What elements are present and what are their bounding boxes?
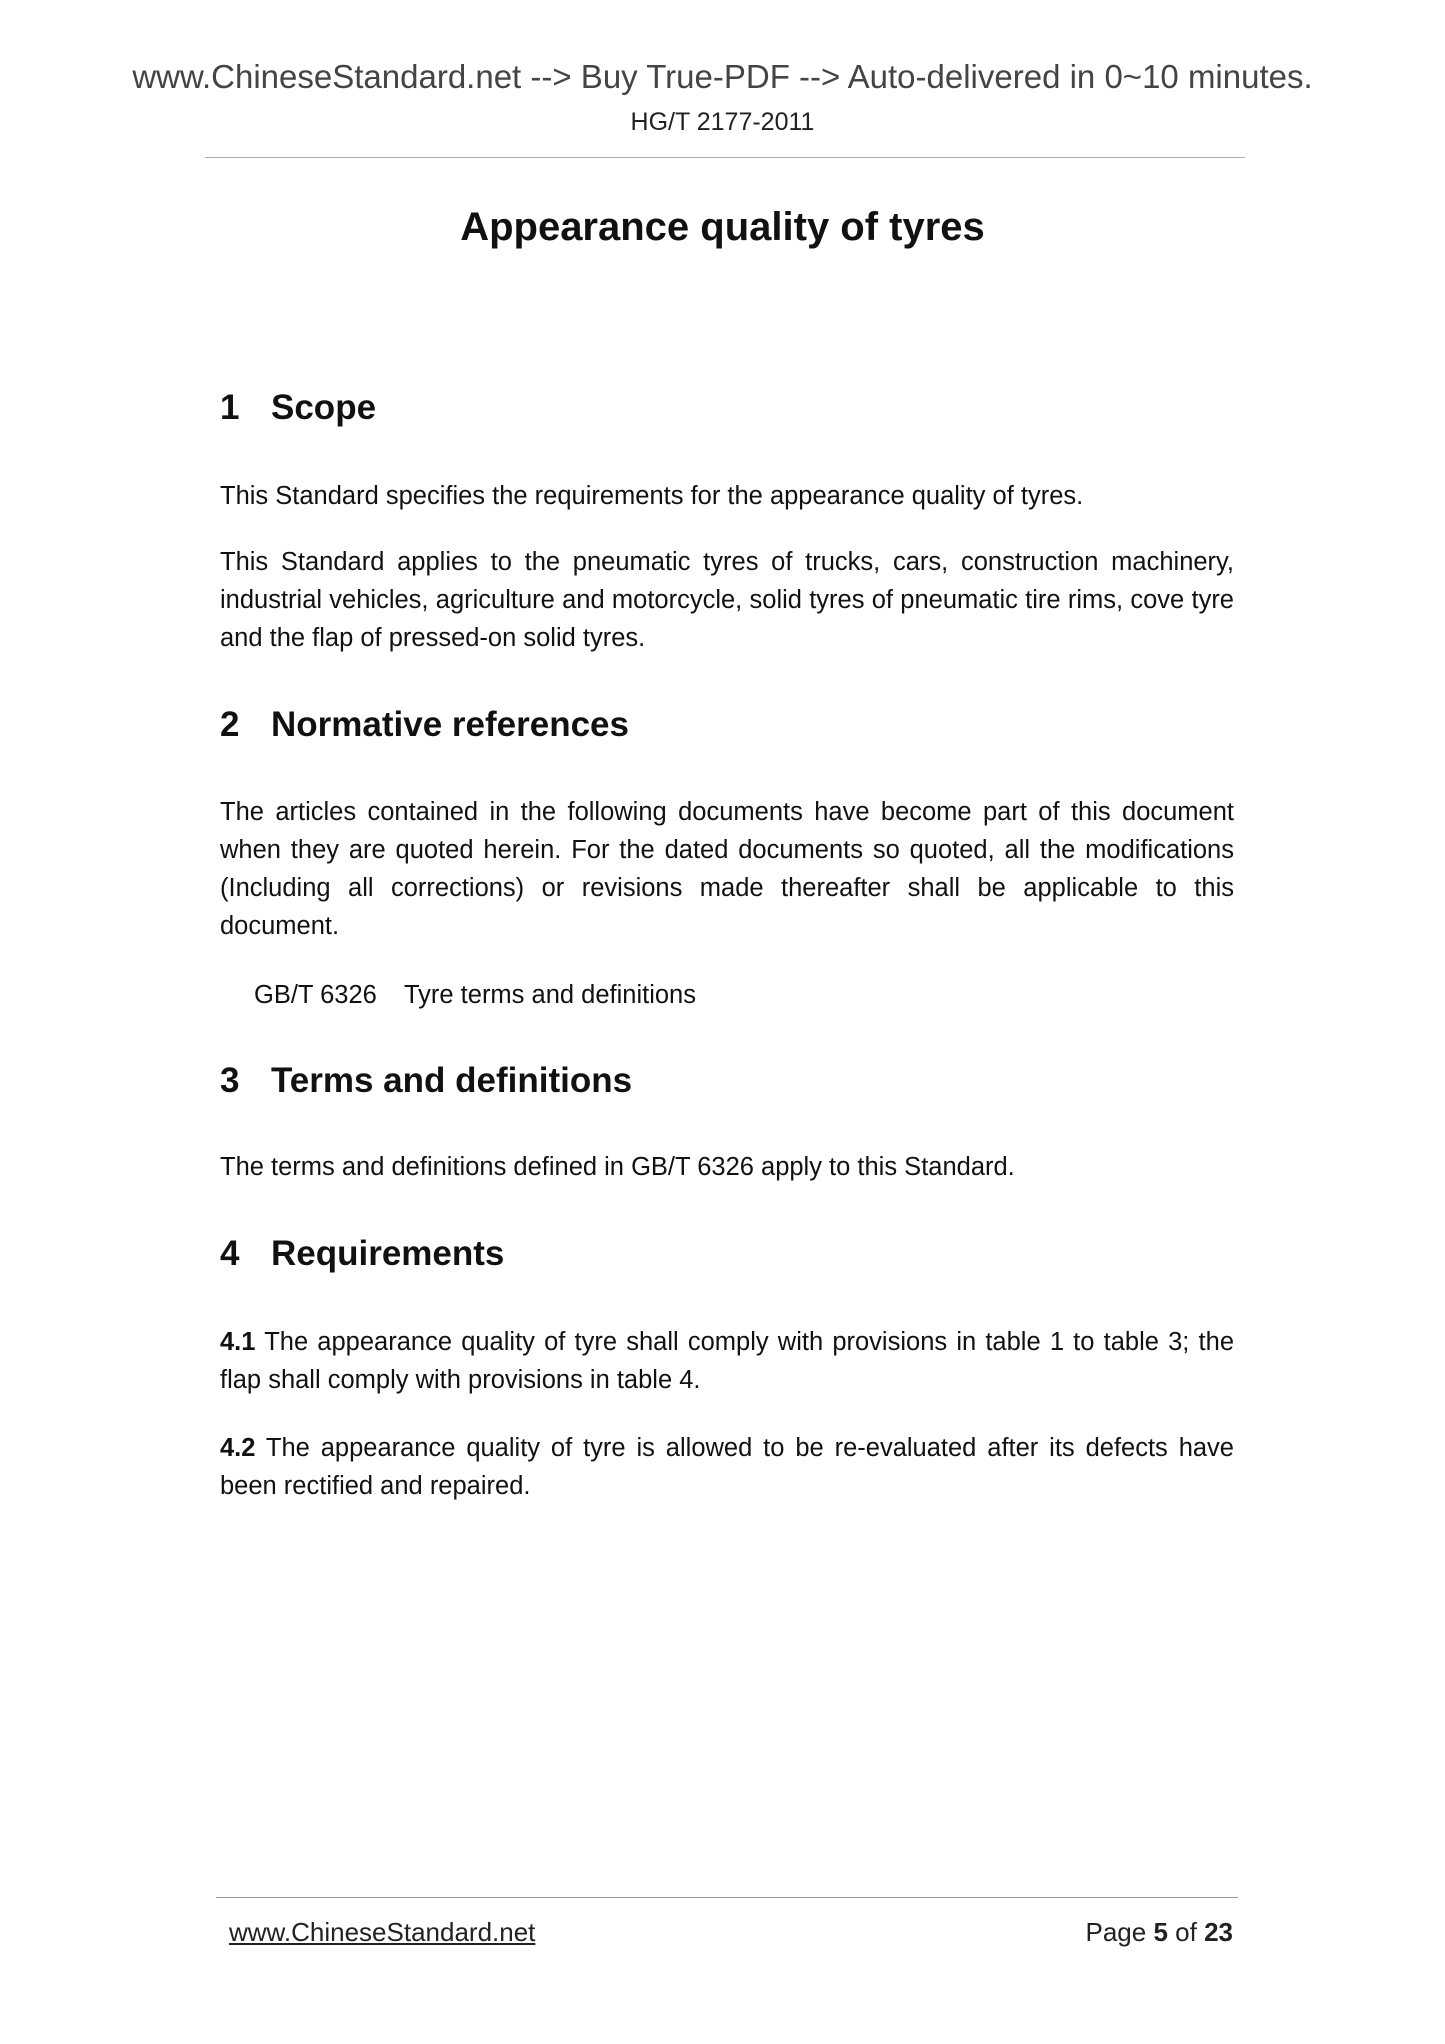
section-title: Scope (271, 388, 377, 427)
section-title: Requirements (271, 1234, 505, 1273)
section-number: 4 (220, 1234, 240, 1273)
section-number: 1 (220, 388, 240, 427)
clause-text: The appearance quality of tyre shall comply with provisions in table 1 to table 3; the flap shall comply with provisions in table 4. (220, 1328, 1235, 1394)
scope-paragraph-1: This Standard specifies the requirements for the appearance quality of tyres. (220, 482, 1084, 510)
reference-item (254, 976, 696, 1014)
clause-4-2 (220, 1429, 1234, 1505)
section-heading-scope (220, 388, 1234, 428)
scope-paragraph-2: This Standard applies to the pneumatic tyres of trucks, cars, construction machinery, industrial vehicles, agriculture and motorcycle, solid tyres of pneumatic tire rims, cove tyre and the flap of pressed-on solid tyres. (220, 548, 1234, 652)
clause-4-1 (220, 1323, 1234, 1399)
footer-divider (216, 1897, 1238, 1898)
header-banner: www.ChineseStandard.net --> Buy True-PDF --> Auto-delivered in 0~10 minutes. (132, 58, 1313, 95)
section-heading-terms (220, 1061, 1234, 1101)
section-number: 2 (220, 705, 240, 744)
page-number (1085, 1917, 1233, 1948)
footer-website-link[interactable]: www.ChineseStandard.net (229, 1917, 536, 1947)
section-title: Normative references (271, 705, 629, 744)
page-prefix: Page (1085, 1917, 1147, 1947)
section-heading-requirements (220, 1234, 1234, 1274)
section-title: Terms and definitions (271, 1061, 633, 1100)
section-heading-normative-references (220, 705, 1234, 745)
normative-references-paragraph: The articles contained in the following documents have become part of this document when they are quoted herein. For the dated documents so quoted, all the modifications (Including all corrections) or revisions made thereafter shall be applicable to this document. (220, 798, 1234, 940)
page-current: 5 (1153, 1917, 1168, 1947)
page-total: 23 (1204, 1917, 1233, 1947)
reference-code: GB/T 6326 (254, 981, 377, 1009)
section-number: 3 (220, 1061, 240, 1100)
clause-number: 4.1 (220, 1328, 256, 1356)
document-title: Appearance quality of tyres (460, 205, 985, 249)
standard-code: HG/T 2177-2011 (630, 108, 815, 136)
page-of: of (1175, 1917, 1197, 1947)
clause-number: 4.2 (220, 1434, 256, 1462)
terms-paragraph: The terms and definitions defined in GB/T 6326 apply to this Standard. (220, 1153, 1015, 1181)
clause-text: The appearance quality of tyre is allowed to be re-evaluated after its defects have been rectified and repaired. (220, 1434, 1234, 1500)
reference-title: Tyre terms and definitions (404, 981, 696, 1009)
header-divider (205, 157, 1245, 158)
